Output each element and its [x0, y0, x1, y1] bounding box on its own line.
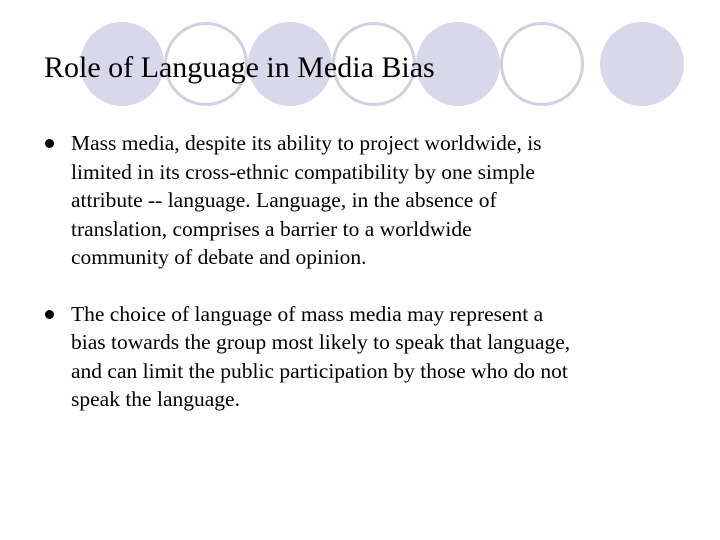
decorative-circle-ring	[500, 22, 584, 106]
bullet-item	[44, 129, 684, 272]
bullet-dot-icon	[45, 139, 54, 148]
bullet-text-line: attribute -- language. Language, in the absence of	[71, 188, 497, 212]
decorative-circle-filled	[600, 22, 684, 106]
bullet-text-line: speak the language.	[71, 387, 240, 411]
bullet-text-line: and can limit the public participation by those who do not	[71, 358, 568, 383]
bullet-text-line: limited in its cross-ethnic compatibility by one simple	[71, 159, 535, 184]
bullet-text-line: bias towards the group most likely to speak that language,	[71, 330, 571, 354]
bullet-list	[44, 129, 684, 442]
bullet-text-line: translation, comprises a barrier to a worldwide	[71, 216, 472, 241]
bullet-item	[44, 300, 684, 414]
bullet-text-line: The choice of language of mass media may represent a	[71, 301, 544, 326]
bullet-dot-icon	[45, 310, 54, 319]
bullet-text-line: Mass media, despite its ability to project worldwide, is	[71, 131, 542, 155]
bullet-text-line: community of debate and opinion.	[71, 245, 367, 269]
slide-title: Role of Language in Media Bias	[44, 51, 435, 84]
